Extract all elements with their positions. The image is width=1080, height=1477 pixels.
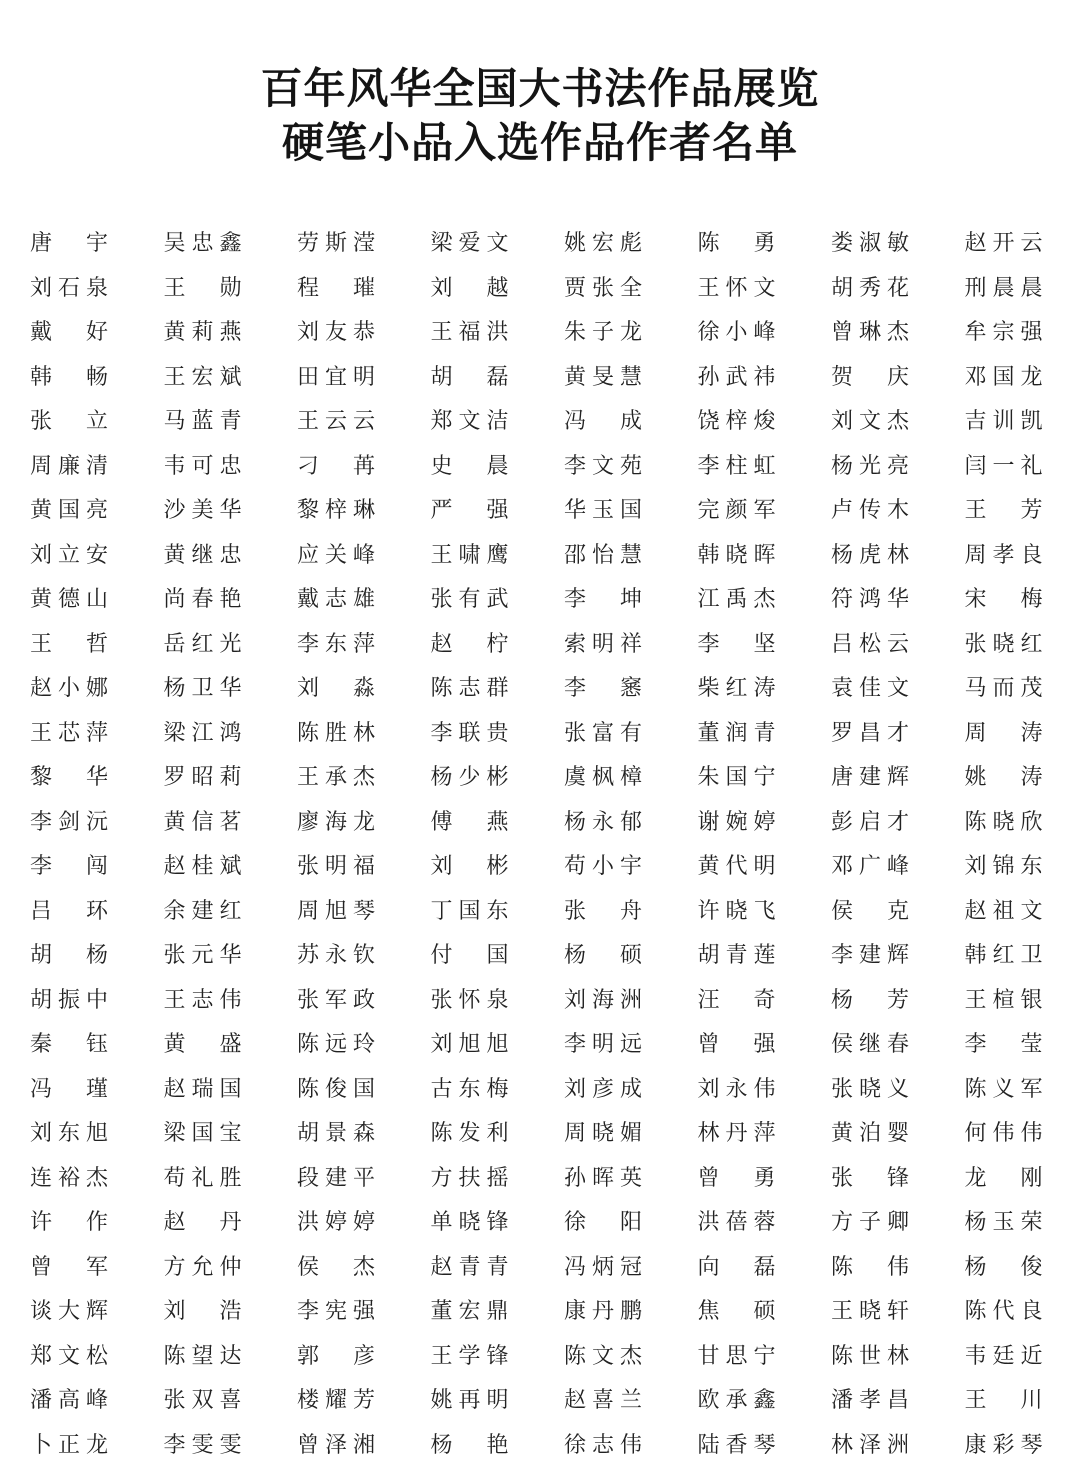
author-name: 黄代明 bbox=[697, 854, 776, 879]
author-name: 柴红涛 bbox=[697, 676, 776, 701]
author-name: 洪婷婷 bbox=[297, 1210, 375, 1235]
author-name: 陈晓欣 bbox=[964, 809, 1043, 835]
author-name: 岳红光 bbox=[163, 631, 242, 657]
author-name: 邵怡慧 bbox=[564, 542, 642, 568]
author-name: 李文苑 bbox=[564, 453, 642, 479]
author-name: 张双喜 bbox=[163, 1388, 242, 1413]
author-name: 刘彦成 bbox=[564, 1076, 642, 1102]
author-name: 傅 燕 bbox=[430, 809, 509, 835]
author-name: 张富有 bbox=[564, 720, 642, 746]
author-name: 陈望达 bbox=[163, 1343, 242, 1369]
author-name: 罗昌才 bbox=[831, 720, 909, 746]
author-name: 郑文松 bbox=[30, 1343, 108, 1369]
author-name: 刘锦东 bbox=[964, 854, 1043, 879]
author-name: 符鸿华 bbox=[831, 587, 909, 612]
author-name: 冯 瑾 bbox=[30, 1076, 108, 1102]
author-name: 许晓飞 bbox=[697, 898, 776, 924]
author-name: 宋 梅 bbox=[964, 587, 1043, 612]
author-name: 梁爱文 bbox=[430, 231, 509, 256]
author-name: 陈志群 bbox=[430, 676, 509, 701]
author-name: 曾泽湘 bbox=[297, 1432, 375, 1458]
author-name: 彭启才 bbox=[831, 809, 909, 835]
author-name: 谈大辉 bbox=[30, 1299, 108, 1324]
author-name: 欧承鑫 bbox=[697, 1388, 776, 1413]
author-name: 黄泊婴 bbox=[831, 1121, 909, 1146]
author-name: 向 磊 bbox=[697, 1254, 776, 1280]
author-name: 李柱虹 bbox=[697, 453, 776, 479]
author-name: 李 莹 bbox=[964, 1032, 1043, 1057]
author-name: 廖海龙 bbox=[297, 809, 375, 835]
author-name: 张怀泉 bbox=[430, 987, 509, 1013]
author-name: 华玉国 bbox=[564, 498, 642, 523]
author-name: 李东萍 bbox=[297, 631, 375, 657]
author-name: 梁国宝 bbox=[163, 1121, 242, 1146]
author-name: 张军政 bbox=[297, 987, 375, 1013]
title-line-1: 百年风华全国大书法作品展览 bbox=[260, 64, 820, 113]
author-name: 洪蓓蓉 bbox=[697, 1210, 776, 1235]
author-name: 张晓红 bbox=[964, 631, 1043, 657]
author-name: 刘石泉 bbox=[30, 275, 108, 301]
author-name: 梁江鸿 bbox=[163, 720, 242, 746]
author-name: 杨少彬 bbox=[430, 765, 509, 790]
author-name: 田宜明 bbox=[297, 364, 375, 390]
author-name: 马而茂 bbox=[964, 676, 1043, 701]
author-name: 秦 钰 bbox=[30, 1032, 108, 1057]
title-line-2: 硬笔小品入选作品作者名单 bbox=[281, 118, 798, 167]
author-name: 赵 丹 bbox=[163, 1210, 242, 1235]
author-name: 韩 畅 bbox=[30, 364, 108, 390]
author-name: 沙美华 bbox=[163, 498, 242, 523]
author-name: 单晓锋 bbox=[430, 1210, 509, 1235]
author-name: 焦 硕 bbox=[697, 1299, 776, 1324]
author-name: 段建平 bbox=[297, 1165, 375, 1191]
author-name: 曾 勇 bbox=[697, 1165, 776, 1191]
author-name: 杨 硕 bbox=[564, 943, 642, 968]
author-name: 李明远 bbox=[564, 1032, 642, 1057]
author-name: 姚 涛 bbox=[964, 765, 1043, 790]
author-name: 韩晓晖 bbox=[697, 542, 776, 568]
author-name: 刘 越 bbox=[430, 275, 509, 301]
author-name: 李 坤 bbox=[564, 587, 642, 612]
author-name: 朱子龙 bbox=[564, 320, 642, 345]
author-name: 刘 淼 bbox=[297, 676, 375, 701]
author-name: 徐小峰 bbox=[697, 320, 776, 345]
author-name: 李雯雯 bbox=[163, 1432, 242, 1458]
author-name: 陆香琴 bbox=[697, 1432, 776, 1458]
author-name: 苟小宇 bbox=[564, 854, 642, 879]
author-name: 刘永伟 bbox=[697, 1076, 776, 1102]
author-name: 袁佳文 bbox=[831, 676, 909, 701]
author-name: 许 作 bbox=[30, 1210, 108, 1235]
author-name: 黄信茗 bbox=[163, 809, 242, 835]
author-name: 赵祖文 bbox=[964, 898, 1043, 924]
author-name: 赵桂斌 bbox=[163, 854, 242, 879]
author-name: 赵开云 bbox=[964, 231, 1043, 256]
author-name: 韦廷近 bbox=[964, 1343, 1043, 1369]
author-name: 杨 俊 bbox=[964, 1254, 1043, 1280]
author-name: 龙 刚 bbox=[964, 1165, 1043, 1191]
author-name: 王宏斌 bbox=[163, 364, 242, 390]
author-name: 王啸鹰 bbox=[430, 542, 509, 568]
author-name: 赵 柠 bbox=[430, 631, 509, 657]
author-name: 丁国东 bbox=[430, 898, 509, 924]
author-name: 王 川 bbox=[964, 1388, 1043, 1413]
author-name: 刑晨晨 bbox=[964, 275, 1043, 301]
document-title bbox=[0, 62, 1080, 170]
author-name: 劳斯滢 bbox=[297, 231, 375, 256]
author-name: 张有武 bbox=[430, 587, 509, 612]
author-name: 陈义军 bbox=[964, 1076, 1043, 1102]
author-name: 余建红 bbox=[163, 898, 242, 924]
author-name: 牟宗强 bbox=[964, 320, 1043, 345]
author-name: 黎梓琳 bbox=[297, 498, 375, 523]
author-name: 李建辉 bbox=[831, 943, 909, 968]
author-name: 胡景森 bbox=[297, 1121, 375, 1146]
author-name: 赵青青 bbox=[430, 1254, 509, 1280]
author-name: 黄 盛 bbox=[163, 1032, 242, 1057]
author-name: 王晓轩 bbox=[831, 1299, 909, 1324]
author-name: 张明福 bbox=[297, 854, 375, 879]
author-name: 孙武祎 bbox=[697, 364, 776, 390]
author-name: 史 晨 bbox=[430, 453, 509, 479]
author-name: 江禹杰 bbox=[697, 587, 776, 612]
author-name: 方允仲 bbox=[163, 1254, 242, 1280]
author-name: 苟礼胜 bbox=[163, 1165, 242, 1191]
author-name: 方扶摇 bbox=[430, 1165, 509, 1191]
author-name: 刘 彬 bbox=[430, 854, 509, 879]
author-name: 周廉清 bbox=[30, 453, 108, 479]
author-name: 周旭琴 bbox=[297, 898, 375, 924]
author-name: 朱国宁 bbox=[697, 765, 776, 790]
author-name: 王学锋 bbox=[430, 1343, 509, 1369]
author-name: 甘思宁 bbox=[697, 1343, 776, 1369]
author-name: 徐志伟 bbox=[564, 1432, 642, 1458]
author-name: 刁 苒 bbox=[297, 453, 375, 479]
author-name: 付 国 bbox=[430, 943, 509, 968]
author-name: 侯 杰 bbox=[297, 1254, 375, 1280]
author-name: 王 哲 bbox=[30, 631, 108, 657]
author-name: 李联贵 bbox=[430, 720, 509, 746]
author-name: 张 锋 bbox=[831, 1165, 909, 1191]
author-name: 曾 强 bbox=[697, 1032, 776, 1057]
author-name: 刘立安 bbox=[30, 542, 108, 568]
author-name: 陈发利 bbox=[430, 1121, 509, 1146]
author-name: 赵小娜 bbox=[30, 676, 108, 701]
author-name: 完颜军 bbox=[697, 498, 776, 523]
author-name: 韩红卫 bbox=[964, 943, 1043, 968]
author-name: 王承杰 bbox=[297, 765, 375, 790]
author-name: 黎 华 bbox=[30, 765, 108, 790]
author-name: 陈俊国 bbox=[297, 1076, 375, 1102]
author-name: 卜正龙 bbox=[30, 1432, 108, 1458]
author-name: 陈文杰 bbox=[564, 1343, 642, 1369]
author-name: 黄德山 bbox=[30, 587, 108, 612]
author-name: 胡 磊 bbox=[430, 364, 509, 390]
author-name: 李宪强 bbox=[297, 1299, 375, 1324]
author-name: 姚再明 bbox=[430, 1388, 509, 1413]
author-name: 陈 勇 bbox=[697, 231, 776, 256]
author-name: 郭 彦 bbox=[297, 1343, 375, 1369]
author-name: 应关峰 bbox=[297, 542, 375, 568]
author-name: 陈胜林 bbox=[297, 720, 375, 746]
author-name: 杨光亮 bbox=[831, 453, 909, 479]
author-name: 王 勋 bbox=[163, 275, 242, 301]
author-name: 曾 军 bbox=[30, 1254, 108, 1280]
author-name: 邓广峰 bbox=[831, 854, 909, 879]
author-name: 董宏鼎 bbox=[430, 1299, 509, 1324]
author-name: 刘东旭 bbox=[30, 1121, 108, 1146]
author-name: 陈世林 bbox=[831, 1343, 909, 1369]
author-name: 曾琳杰 bbox=[831, 320, 909, 345]
author-name: 陈远玲 bbox=[297, 1032, 375, 1057]
author-name: 戴志雄 bbox=[297, 587, 375, 612]
author-name: 杨 艳 bbox=[430, 1432, 509, 1458]
author-name: 冯炳冠 bbox=[564, 1254, 642, 1280]
author-name: 冯 成 bbox=[564, 409, 642, 434]
author-name: 胡 杨 bbox=[30, 943, 108, 968]
author-name: 董润青 bbox=[697, 720, 776, 746]
author-name: 张元华 bbox=[163, 943, 242, 968]
author-name: 唐建辉 bbox=[831, 765, 909, 790]
author-name: 赵喜兰 bbox=[564, 1388, 642, 1413]
author-name: 林丹萍 bbox=[697, 1121, 776, 1146]
author-name: 古东梅 bbox=[430, 1076, 509, 1102]
author-name: 李 闯 bbox=[30, 854, 108, 879]
author-name: 王 芳 bbox=[964, 498, 1043, 523]
author-name: 唐 宇 bbox=[30, 231, 108, 256]
author-name: 周晓媚 bbox=[564, 1121, 642, 1146]
author-name: 吕 环 bbox=[30, 898, 108, 924]
author-name: 黄继忠 bbox=[163, 542, 242, 568]
author-name: 韦可忠 bbox=[163, 453, 242, 479]
author-name: 林泽洲 bbox=[831, 1432, 909, 1458]
author-name: 吕松云 bbox=[831, 631, 909, 657]
author-name: 胡秀花 bbox=[831, 275, 909, 301]
author-name: 方子卿 bbox=[831, 1210, 909, 1235]
author-name: 杨玉荣 bbox=[964, 1210, 1043, 1235]
author-name: 王怀文 bbox=[697, 275, 776, 301]
author-name: 吉训凯 bbox=[964, 409, 1043, 434]
author-name: 严 强 bbox=[430, 498, 509, 523]
author-name: 楼耀芳 bbox=[297, 1388, 375, 1413]
author-name: 潘孝昌 bbox=[831, 1388, 909, 1413]
author-name: 索明祥 bbox=[564, 631, 642, 657]
author-name: 李剑沅 bbox=[30, 809, 108, 835]
author-name: 马蓝青 bbox=[163, 409, 242, 434]
author-name: 周 涛 bbox=[964, 720, 1043, 746]
author-name: 康丹鹏 bbox=[564, 1299, 642, 1324]
author-name: 刘文杰 bbox=[831, 409, 909, 434]
author-name: 黄国亮 bbox=[30, 498, 108, 523]
author-name: 贺 庆 bbox=[831, 364, 909, 390]
author-name: 王云云 bbox=[297, 409, 375, 434]
author-name: 孙晖英 bbox=[564, 1165, 642, 1191]
author-name: 王福洪 bbox=[430, 320, 509, 345]
author-name: 王芯萍 bbox=[30, 720, 108, 746]
author-name: 吴忠鑫 bbox=[163, 231, 242, 256]
author-name: 刘 浩 bbox=[163, 1299, 242, 1324]
author-name: 卢传木 bbox=[831, 498, 909, 523]
author-name: 胡青莲 bbox=[697, 943, 776, 968]
author-name: 姚宏彪 bbox=[564, 231, 642, 256]
author-name: 康彩琴 bbox=[964, 1432, 1043, 1458]
author-name: 郑文洁 bbox=[430, 409, 509, 434]
author-name: 虞枫樟 bbox=[564, 765, 642, 790]
author-name: 饶梓焌 bbox=[697, 409, 776, 434]
author-name: 闫一礼 bbox=[964, 453, 1043, 479]
author-name: 程 璀 bbox=[297, 275, 375, 301]
author-name: 汪 奇 bbox=[697, 987, 776, 1013]
author-name: 张 舟 bbox=[564, 898, 642, 924]
author-name: 杨永郁 bbox=[564, 809, 642, 835]
author-name: 贾张全 bbox=[564, 275, 642, 301]
author-name: 张 立 bbox=[30, 409, 108, 434]
author-name: 王志伟 bbox=[163, 987, 242, 1013]
author-name: 杨 芳 bbox=[831, 987, 909, 1013]
author-name: 黄莉燕 bbox=[163, 320, 242, 345]
author-name: 何伟伟 bbox=[964, 1121, 1043, 1146]
author-name: 陈代良 bbox=[964, 1299, 1043, 1324]
author-name: 王楦银 bbox=[964, 987, 1043, 1013]
author-name: 刘友恭 bbox=[297, 320, 375, 345]
author-name: 张晓义 bbox=[831, 1076, 909, 1102]
author-name: 邓国龙 bbox=[964, 364, 1043, 390]
author-name: 娄淑敏 bbox=[831, 231, 909, 256]
author-name: 罗昭莉 bbox=[163, 765, 242, 790]
author-name: 谢婉婷 bbox=[697, 809, 776, 835]
author-name: 侯 克 bbox=[831, 898, 909, 924]
author-name: 刘旭旭 bbox=[430, 1032, 509, 1057]
author-name: 刘海洲 bbox=[564, 987, 642, 1013]
author-name: 戴 好 bbox=[30, 320, 108, 345]
author-name: 苏永钦 bbox=[297, 943, 375, 968]
author-name: 陈 伟 bbox=[831, 1254, 909, 1280]
author-name: 侯继春 bbox=[831, 1032, 909, 1057]
author-name: 潘高峰 bbox=[30, 1388, 108, 1413]
author-name: 杨卫华 bbox=[163, 676, 242, 701]
author-name: 李 窸 bbox=[564, 676, 642, 701]
author-name: 胡振中 bbox=[30, 987, 108, 1013]
author-name-grid bbox=[30, 222, 1050, 1468]
author-name: 尚春艳 bbox=[163, 587, 242, 612]
author-name: 徐 阳 bbox=[564, 1210, 642, 1235]
author-name: 赵瑞国 bbox=[163, 1076, 242, 1102]
author-name: 周孝良 bbox=[964, 542, 1043, 568]
author-name: 连裕杰 bbox=[30, 1165, 108, 1191]
author-name: 黄旻慧 bbox=[564, 364, 642, 390]
author-name: 杨虎林 bbox=[831, 542, 909, 568]
author-name: 李 坚 bbox=[697, 631, 776, 657]
